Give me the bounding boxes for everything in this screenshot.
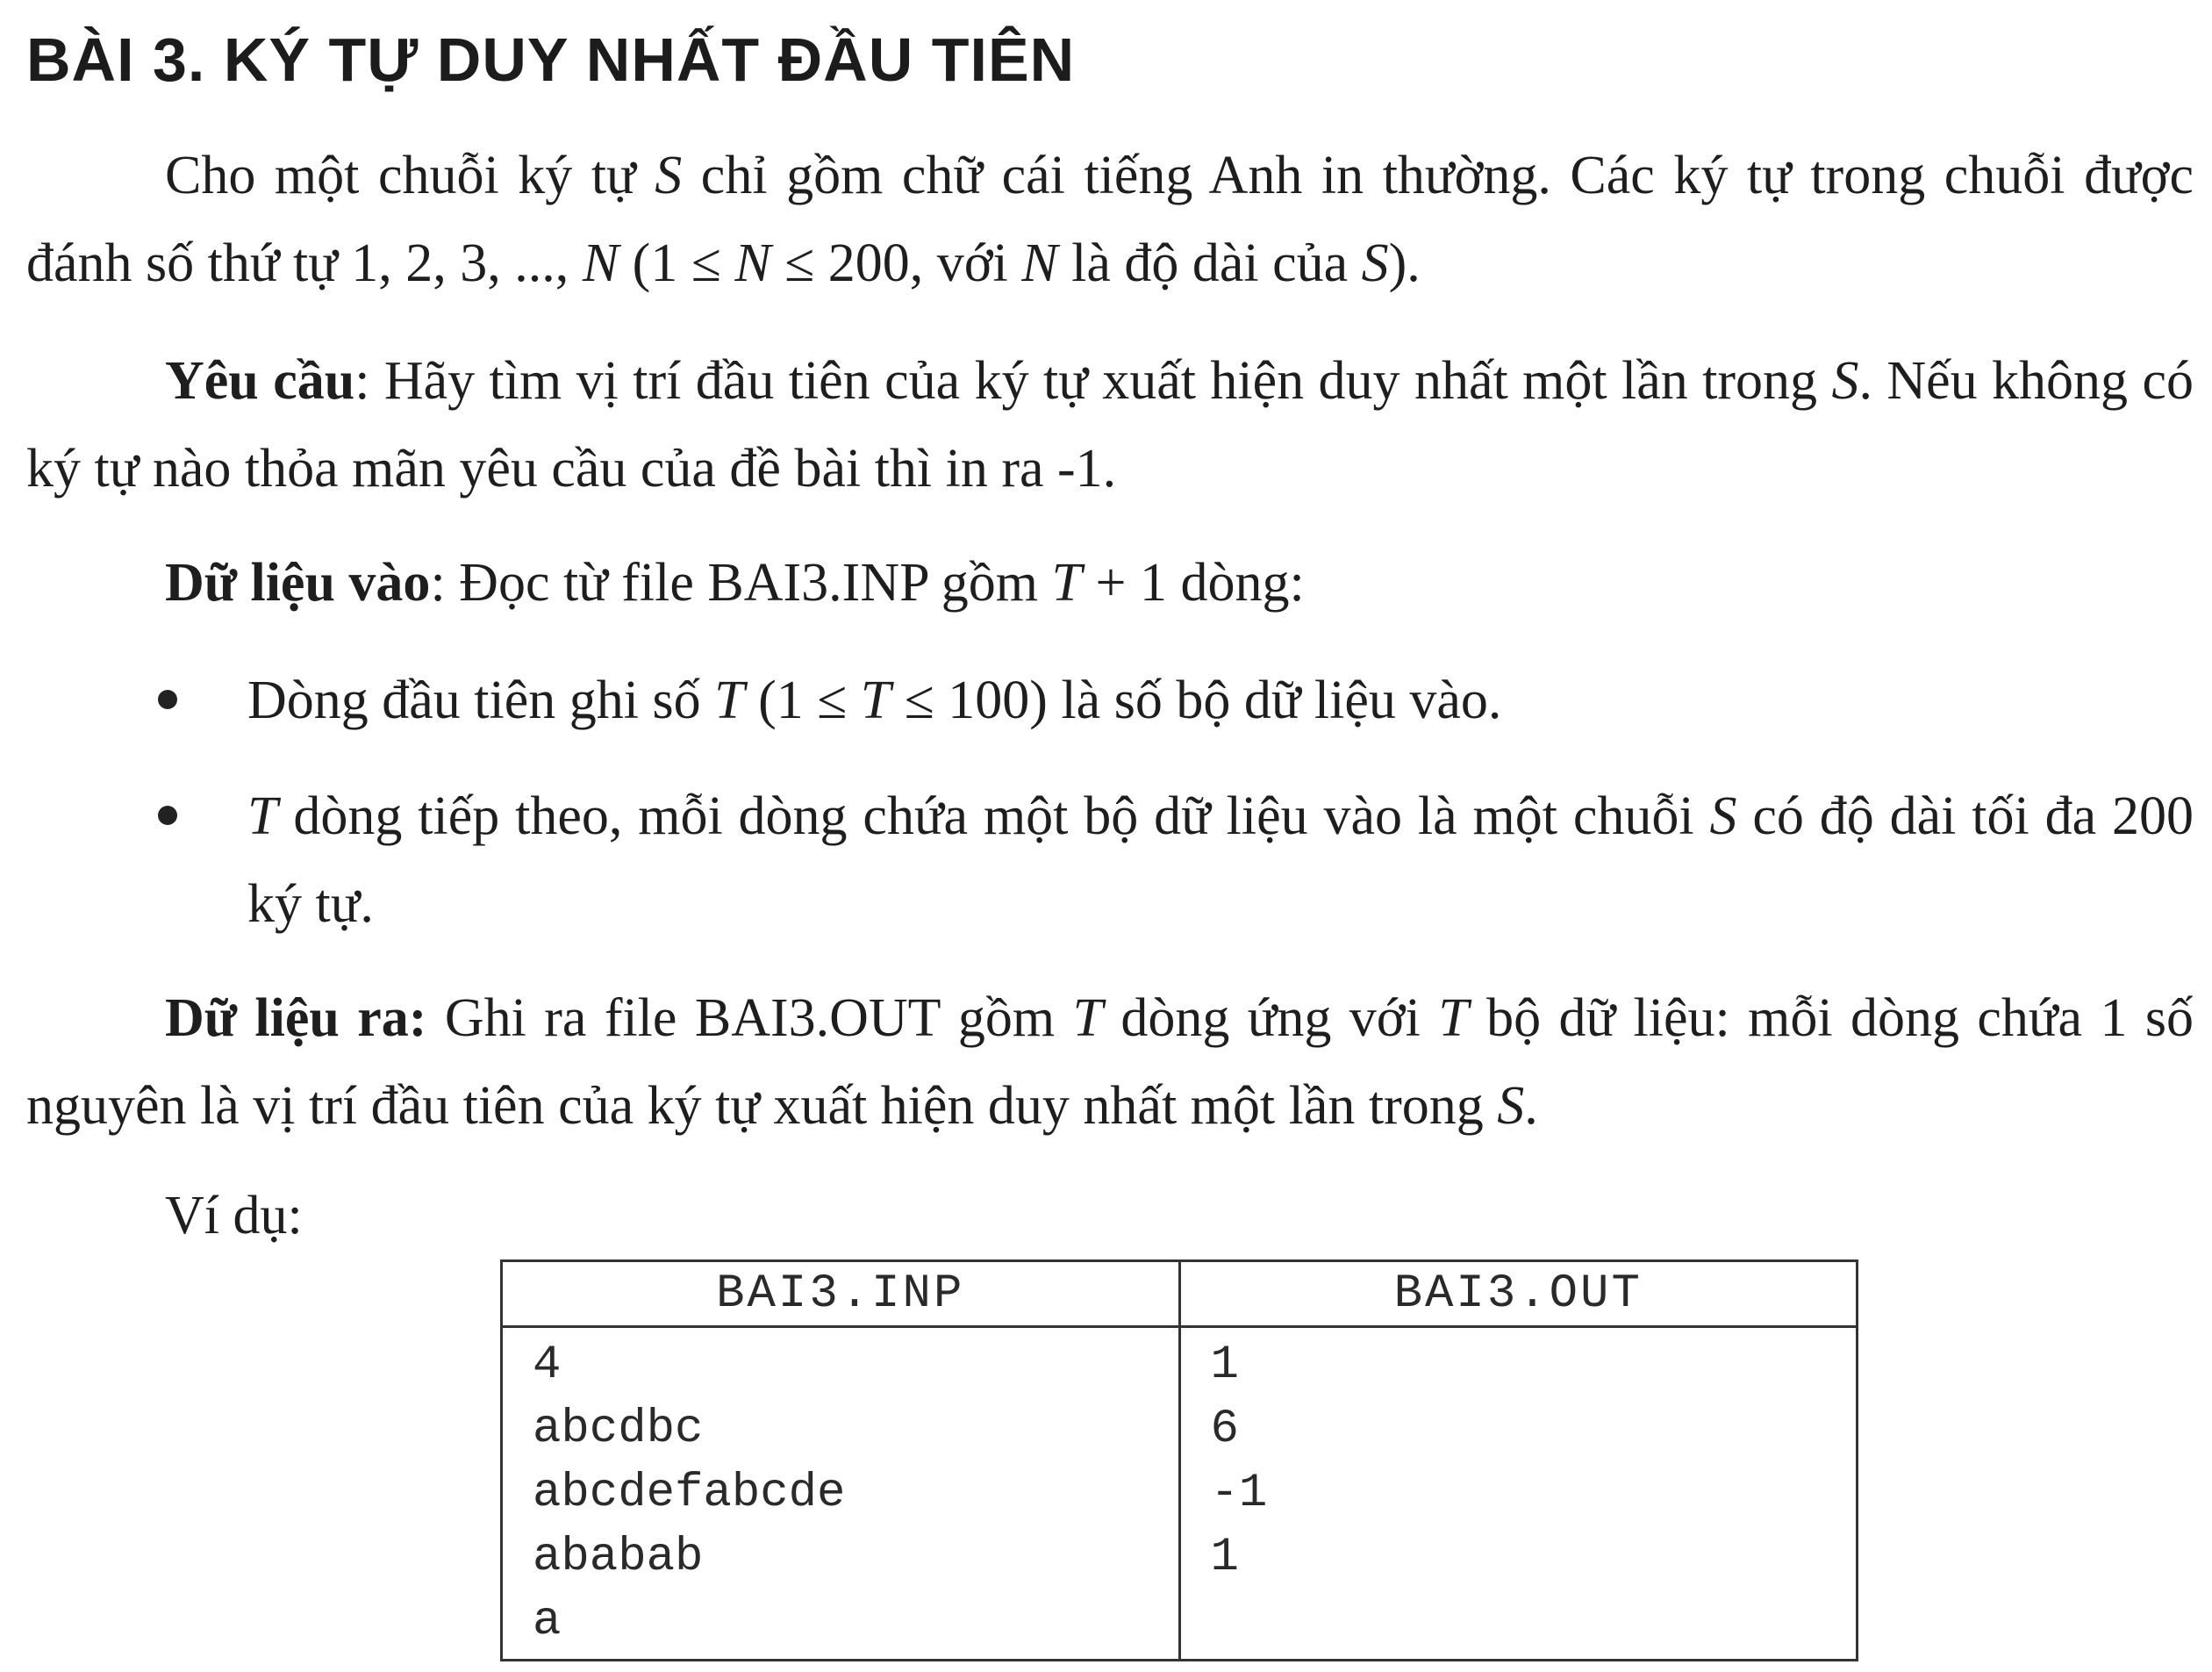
- bullet-text: T dòng tiếp theo, mỗi dòng chứa một bộ dữ liệu vào là một chuỗi S có độ dài tối đa 200 ký tự.: [247, 786, 2194, 934]
- output-cell: [1179, 1327, 1858, 1661]
- input-cell: [502, 1327, 1180, 1661]
- output-line: 1: [1210, 1531, 1239, 1584]
- table-row: [502, 1327, 1858, 1661]
- requirement-text: : Hãy tìm vị trí đầu tiên của ký tự xuất hiện duy nhất một lần trong: [354, 351, 1832, 411]
- intro-text: là độ dài của: [1057, 233, 1362, 293]
- input-section-paragraph: [26, 539, 2194, 627]
- intro-text: Cho một chuỗi ký tự: [165, 146, 655, 205]
- table-header-input: BAI3.INP: [502, 1261, 1180, 1327]
- problem-title: BÀI 3. KÝ TỰ DUY NHẤT ĐẦU TIÊN: [26, 25, 1076, 94]
- intro-paragraph: [26, 132, 2194, 307]
- table-header-row: [502, 1261, 1858, 1327]
- var-t: T: [1438, 988, 1469, 1048]
- var-n: N: [734, 233, 771, 293]
- output-line-empty: [1211, 1589, 1830, 1654]
- intro-text: ).: [1388, 233, 1421, 293]
- bullet-dot-icon: [158, 806, 177, 825]
- intro-text: chỉ gồm chữ cái tiếng Anh in thường. Các ký tự trong chuỗi được đánh số thứ tự 1, 2, 3, ...,: [26, 146, 2194, 293]
- table-header-output: BAI3.OUT: [1179, 1261, 1858, 1327]
- input-line: abcdefabcde: [533, 1467, 846, 1520]
- requirement-label: Yêu cầu: [165, 351, 355, 411]
- output-section-text: .: [1524, 1076, 1538, 1136]
- input-section-text: + 1 dòng:: [1082, 553, 1305, 613]
- var-s: S: [1497, 1076, 1525, 1136]
- output-section-paragraph: [26, 974, 2194, 1150]
- input-line: ababab: [533, 1531, 704, 1584]
- output-line: -1: [1210, 1467, 1268, 1520]
- var-t: T: [860, 671, 891, 730]
- output-section-label: Dữ liệu ra:: [165, 988, 427, 1048]
- var-n: N: [1021, 233, 1058, 293]
- input-line: 4: [533, 1338, 562, 1392]
- requirement-text: . Nếu không có ký tự nào thỏa mãn yêu cầu của đề bài thì in ra -1.: [26, 351, 2194, 499]
- var-t: T: [1072, 988, 1103, 1048]
- output-line: 1: [1210, 1338, 1239, 1392]
- var-s: S: [1709, 786, 1737, 846]
- var-t: T: [247, 786, 278, 846]
- output-section-text: Ghi ra file BAI3.OUT gồm: [426, 988, 1073, 1048]
- var-s: S: [1831, 351, 1859, 411]
- bullet-text: Dòng đầu tiên ghi số T (1 ≤ T ≤ 100) là số bộ dữ liệu vào.: [247, 671, 1502, 730]
- example-table: [500, 1259, 1858, 1661]
- intro-text: ≤ 200, với: [770, 233, 1022, 293]
- output-section-text: bộ dữ liệu: mỗi dòng chứa 1 số nguyên là vị trí đầu tiên của ký tự xuất hiện duy nhất một lần trong: [26, 988, 2194, 1136]
- intro-text: (1 ≤: [619, 233, 735, 293]
- input-line: abcdbc: [533, 1403, 704, 1456]
- example-label: Ví dụ:: [165, 1186, 303, 1245]
- var-t: T: [714, 671, 745, 730]
- var-t: T: [1051, 553, 1082, 613]
- output-section-text: dòng ứng với: [1102, 988, 1439, 1048]
- output-line: 6: [1210, 1403, 1239, 1456]
- input-section-label: Dữ liệu vào: [165, 553, 431, 613]
- var-n: N: [582, 233, 619, 293]
- input-line: a: [533, 1595, 562, 1648]
- var-s: S: [655, 146, 683, 205]
- var-s: S: [1361, 233, 1389, 293]
- input-section-text: : Đọc từ file BAI3.INP gồm: [430, 553, 1052, 613]
- bullet-dot-icon: [158, 690, 177, 709]
- requirement-paragraph: [26, 337, 2194, 513]
